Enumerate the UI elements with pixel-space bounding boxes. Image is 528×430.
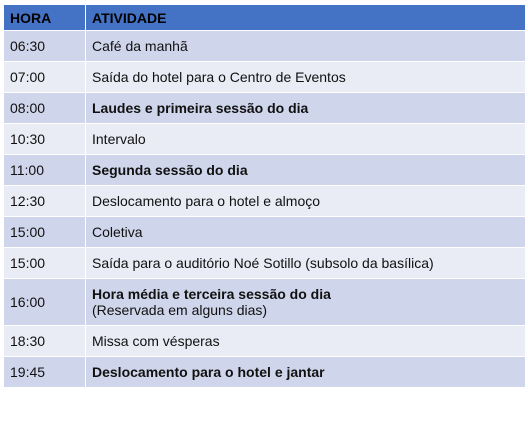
schedule-table (3, 4, 526, 388)
row-activity: Hora média e terceira sessão do dia (92, 286, 331, 302)
table-row (4, 62, 526, 93)
header-time: HORA (4, 5, 86, 31)
table-row (4, 326, 526, 357)
row-activity-cell (86, 279, 526, 326)
header-row (4, 5, 526, 31)
table-row (4, 217, 526, 248)
row-time: 07:00 (4, 62, 86, 93)
row-activity: Missa com vésperas (86, 326, 526, 357)
row-activity: Saída para o auditório Noé Sotillo (subsolo da basílica) (86, 248, 526, 279)
row-activity-note: (Reservada em alguns dias) (92, 302, 268, 318)
row-activity: Deslocamento para o hotel e jantar (86, 357, 526, 388)
row-time: 10:30 (4, 124, 86, 155)
row-time: 15:00 (4, 217, 86, 248)
table-row (4, 155, 526, 186)
row-time: 12:30 (4, 186, 86, 217)
table-row (4, 93, 526, 124)
row-activity: Café da manhã (86, 31, 526, 62)
row-time: 15:00 (4, 248, 86, 279)
row-activity: Deslocamento para o hotel e almoço (86, 186, 526, 217)
table-row (4, 31, 526, 62)
table-row (4, 124, 526, 155)
row-activity: Laudes e primeira sessão do dia (86, 93, 526, 124)
header-activity: ATIVIDADE (86, 5, 526, 31)
row-time: 18:30 (4, 326, 86, 357)
table-row (4, 357, 526, 388)
row-time: 19:45 (4, 357, 86, 388)
row-time: 06:30 (4, 31, 86, 62)
row-time: 11:00 (4, 155, 86, 186)
table-row (4, 248, 526, 279)
row-time: 16:00 (4, 279, 86, 326)
row-time: 08:00 (4, 93, 86, 124)
table-row (4, 279, 526, 326)
row-activity: Segunda sessão do dia (86, 155, 526, 186)
row-activity: Intervalo (86, 124, 526, 155)
row-activity: Coletiva (86, 217, 526, 248)
row-activity: Saída do hotel para o Centro de Eventos (86, 62, 526, 93)
table-row (4, 186, 526, 217)
